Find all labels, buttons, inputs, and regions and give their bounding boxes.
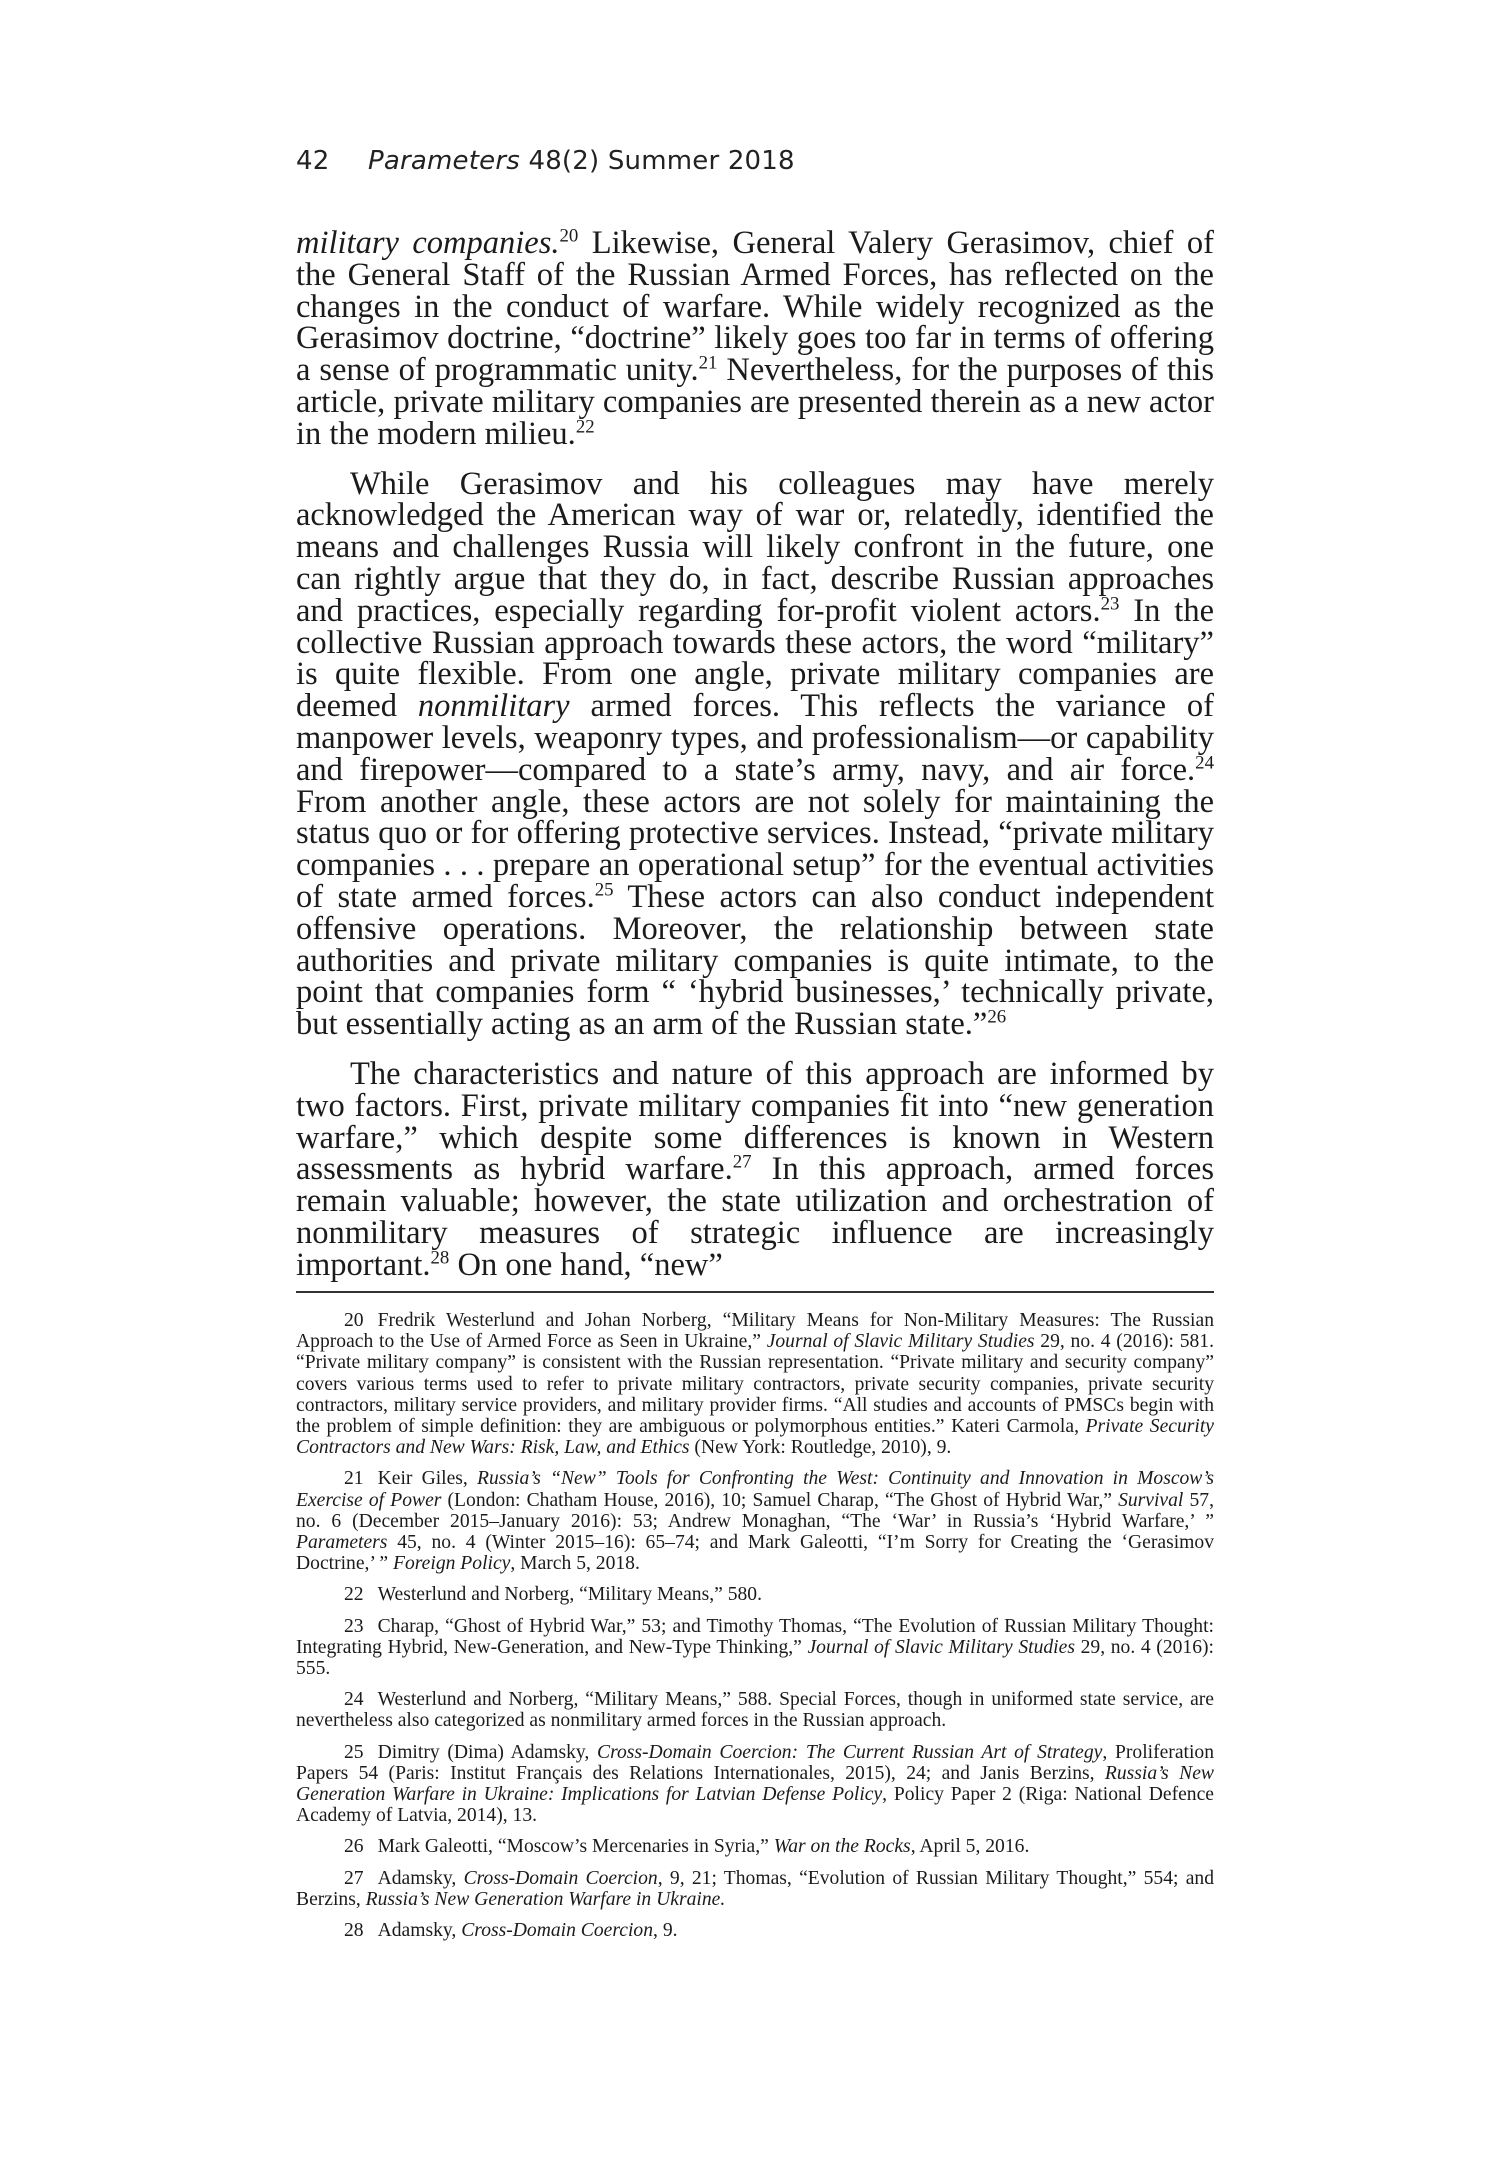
footnote-23 <box>296 1616 1214 1680</box>
running-head <box>296 146 795 176</box>
italic-text: Cross-Domain Coercion: The Current Russian Art of Strategy <box>597 1741 1103 1763</box>
footnote-26 <box>296 1836 1214 1857</box>
footnote-number: 25 <box>344 1741 364 1763</box>
journal-issue: 48(2) Summer 2018 <box>528 146 795 176</box>
footnote-number: 28 <box>344 1920 364 1942</box>
italic-text: Journal of Slavic Military Studies <box>807 1636 1075 1658</box>
footnote-28 <box>296 1920 1214 1941</box>
footnote-number: 23 <box>344 1615 364 1637</box>
footnote-text: Westerlund and Norberg, “Military Means,” 588. Special Forces, though in uniformed state service, are nevertheless also categorized as nonmilitary armed forces in the Russian approach. <box>296 1689 1214 1732</box>
footnote-text: Adamsky, Cross-Domain Coercion, 9. <box>377 1920 678 1942</box>
italic-text: Journal of Slavic Military Studies <box>766 1331 1035 1353</box>
footnotes-section <box>296 1310 1214 1951</box>
page-number: 42 <box>296 146 330 176</box>
footnote-number: 22 <box>344 1584 364 1606</box>
footnote-divider <box>296 1291 1214 1293</box>
italic-text: nonmilitary <box>417 688 570 725</box>
footnote-text: Charap, “Ghost of Hybrid War,” 53; and Timothy Thomas, “The Evolution of Russian Military Thought: Integrating Hybrid, New-Generation, and New-Type Thinking,” Journal of Slavic Military Studies 29, no. 4 (2016): 555. <box>296 1615 1214 1680</box>
footnote-21 <box>296 1468 1214 1574</box>
body-text <box>296 225 1215 1300</box>
italic-text: Russia’s New Generation Warfare in Ukraine: Implications for Latvian Defense Policy <box>296 1762 1214 1806</box>
footnote-ref: 26 <box>987 1006 1007 1028</box>
italic-text: Parameters <box>296 1532 388 1554</box>
footnote-number: 21 <box>344 1468 364 1490</box>
italic-text: Cross-Domain Coercion <box>461 1920 654 1942</box>
italic-text: Private Security Contractors and New Wars: Risk, Law, and Ethics <box>296 1416 1214 1459</box>
italic-text: Russia’s New Generation Warfare in Ukraine. <box>365 1888 726 1910</box>
italic-text: Foreign Policy <box>393 1553 511 1575</box>
footnote-text: Dimitry (Dima) Adamsky, Cross-Domain Coercion: The Current Russian Art of Strategy, Proliferation Papers 54 (Paris: Institut Français des Relations Internationales, 2015), 24; and Janis Berzins, Russia’s New Generation Warfare in Ukraine: Implications for Latvian Defense Policy, Policy Paper 2 (Riga: National Defence Academy of Latvia, 2014), 13. <box>296 1741 1214 1827</box>
footnote-22 <box>296 1584 1214 1605</box>
footnote-text: Adamsky, Cross-Domain Coercion, 9, 21; Thomas, “Evolution of Russian Military Thought,” 554; and Berzins, Russia’s New Generation Warfare in Ukraine. <box>296 1867 1214 1910</box>
footnote-number: 20 <box>344 1310 364 1331</box>
footnote-ref: 24 <box>1195 752 1214 774</box>
italic-text: military companies. <box>296 225 560 261</box>
italic-text: Russia’s “New” Tools for Confronting the West: Continuity and Innovation in Moscow’s Exercise of Power <box>296 1468 1215 1511</box>
footnote-text: Mark Galeotti, “Moscow’s Mercenaries in Syria,” War on the Rocks, April 5, 2016. <box>377 1836 1030 1858</box>
italic-text: Cross-Domain Coercion <box>463 1867 658 1889</box>
footnote-number: 26 <box>344 1836 364 1858</box>
italic-text: Survival <box>1118 1489 1184 1511</box>
footnote-number: 24 <box>344 1689 364 1711</box>
footnote-text: Keir Giles, Russia’s “New” Tools for Confronting the West: Continuity and Innovation in Moscow’s Exercise of Power (London: Chatham House, 2016), 10; Samuel Charap, “The Ghost of Hybrid War,” Survival 57, no. 6 (December 2015–January 2016): 53; Andrew Monaghan, “The ‘War’ in Russia’s ‘Hybrid Warfare,’ ” Parameters 45, no. 4 (Winter 2015–16): 65–74; and Mark Galeotti, “I’m Sorry for Creating the ‘Gerasimov Doctrine,’ ” Foreign Policy, March 5, 2018. <box>296 1468 1215 1575</box>
footnote-text: Westerlund and Norberg, “Military Means,” 580. <box>377 1584 762 1606</box>
body-paragraph-3: The characteristics and nature of this approach are informed by two factors. First, private military companies fit into “new generation warfare,” which despite some differences is known in Western assessments as hybrid warfare.$^{27}$ In this approach, armed forces remain valuable; however, the state utilization and orchestration of nonmilitary measures of strategic influence are increasingly important.$^{28}$ On one hand, “new” <box>296 1055 1214 1283</box>
footnote-20 <box>296 1310 1214 1458</box>
footnote-ref: 28 <box>430 1247 450 1269</box>
footnote-ref: 23 <box>1100 593 1120 615</box>
italic-text: War on the Rocks <box>773 1836 911 1858</box>
journal-title: Parameters <box>368 146 520 176</box>
footnote-24 <box>296 1689 1214 1731</box>
footnote-text: Fredrik Westerlund and Johan Norberg, “Military Means for Non-Military Measures: The Russian Approach to the Use of Armed Force as Seen in Ukraine,” Journal of Slavic Military Studies 29, no. 4 (2016): 581. “Private military company” is consistent with the Russian representation. “Private military and security company” covers various terms used to refer to private military contractors, private security companies, private security contractors, military service providers, and military provider firms. “All studies and accounts of PMSCs begin with the problem of simple definition: they are ambiguous or polymorphous entities.” Kateri Carmola, Private Security Contractors and New Wars: Risk, Law, and Ethics (New York: Routledge, 2010), 9. <box>296 1310 1215 1459</box>
footnote-25 <box>296 1742 1214 1827</box>
footnote-ref: 20 <box>559 225 579 247</box>
body-paragraph-1: military companies.$^{20}$ Likewise, General Valery Gerasimov, chief of the General Staff of the Russian Armed Forces, has reflected on the changes in the conduct of warfare. While widely recognized as the Gerasimov doctrine, “doctrine” likely goes too far in terms of offering a sense of programmatic unity.$^{21}$ Nevertheless, for the purposes of this article, private military companies are presented therein as a new actor in the modern milieu.$^{22}$ <box>296 225 1214 452</box>
footnote-27 <box>296 1868 1214 1910</box>
footnote-ref: 22 <box>575 416 595 438</box>
footnote-ref: 21 <box>698 352 718 374</box>
footnote-ref: 25 <box>594 879 614 901</box>
footnote-number: 27 <box>344 1867 364 1889</box>
body-paragraph-2: While Gerasimov and his colleagues may have merely acknowledged the American way of war or, relatedly, identified the means and challenges Russia will likely confront in the future, one can rightly argue that they do, in fact, describe Russian approaches and practices, especially regarding for-profit violent actors.$^{23}$ In the collective Russian approach towards these actors, the word “military” is quite flexible. From one angle, private military companies are deemed nonmilitary armed forces. This reflects the variance of manpower levels, weaponry types, and professionalism—or capability and firepower—compared to a state’s army, navy, and air force.$^{24}$ From another angle, these actors are not solely for maintaining the status quo or for offering protective services. Instead, “private military companies . . . prepare an operational setup” for the eventual activities of state armed forces.$^{25}$ These actors can also conduct independent offensive operations. Moreover, the relationship between state authorities and private military companies is quite intimate, to the point that companies form “ ‘hybrid businesses,’ technically private, but essentially acting as an arm of the Russian state.”$^{26}$ <box>296 465 1215 1043</box>
footnote-ref: 27 <box>732 1151 752 1173</box>
